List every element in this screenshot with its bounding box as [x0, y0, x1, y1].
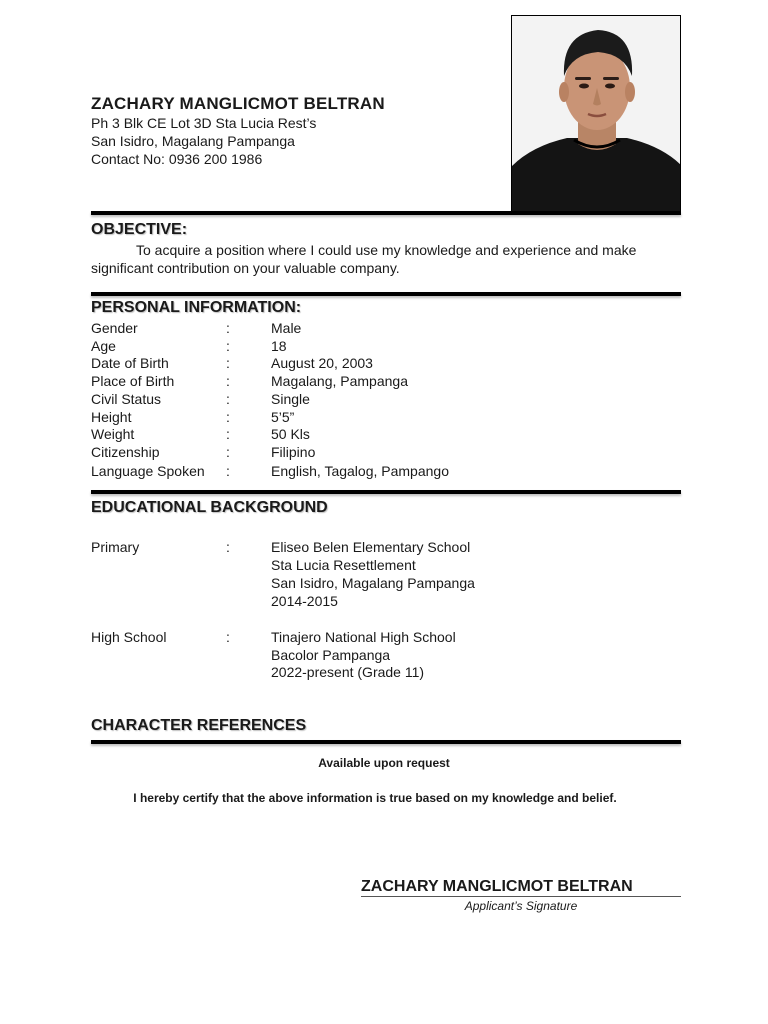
info-value: 18	[271, 338, 287, 354]
objective-divider	[91, 292, 681, 296]
info-colon: :	[226, 391, 230, 407]
primary-school-location-2: San Isidro, Magalang Pampanga	[271, 575, 475, 591]
primary-colon: :	[226, 539, 230, 555]
references-title: CHARACTER REFERENCES	[91, 717, 307, 734]
contact-number: Contact No: 0936 200 1986	[91, 151, 263, 167]
info-value: 50 Kls	[271, 426, 310, 442]
info-label: Date of Birth	[91, 355, 169, 371]
highschool-label: High School	[91, 629, 167, 645]
info-row-language	[91, 462, 681, 480]
signature-line	[361, 896, 681, 897]
certification-statement: I hereby certify that the above information is true based on my knowledge and belief.	[133, 791, 617, 805]
info-value: Single	[271, 391, 310, 407]
signature-caption: Applicant’s Signature	[464, 899, 578, 913]
applicant-name: ZACHARY MANGLICMOT BELTRAN	[91, 94, 385, 113]
portrait-image	[512, 16, 681, 212]
info-label: Language Spoken	[91, 463, 205, 479]
info-row-weight	[91, 425, 681, 443]
info-value: Male	[271, 320, 302, 336]
info-row-date-of-birth	[91, 354, 681, 372]
info-colon: :	[226, 409, 230, 425]
primary-label: Primary	[91, 539, 140, 555]
education-title: EDUCATIONAL BACKGROUND	[91, 499, 328, 516]
info-row-place-of-birth	[91, 372, 681, 390]
info-label: Height	[91, 409, 132, 425]
info-row-citizenship	[91, 443, 681, 461]
address-line-1: Ph 3 Blk CE Lot 3D Sta Lucia Rest’s	[91, 115, 317, 131]
signature-name: ZACHARY MANGLICMOT BELTRAN	[361, 878, 633, 895]
objective-text: To acquire a position where I could use my knowledge and experience and make significant contribution on your valuable company.	[91, 242, 637, 276]
primary-school-location-1: Sta Lucia Resettlement	[271, 557, 416, 573]
info-value: English, Tagalog, Pampango	[271, 463, 449, 479]
info-value: August 20, 2003	[271, 355, 373, 371]
info-colon: :	[226, 355, 230, 371]
primary-school-name: Eliseo Belen Elementary School	[271, 539, 471, 555]
info-label: Gender	[91, 320, 138, 336]
info-label: Weight	[91, 426, 135, 442]
info-value: Magalang, Pampanga	[271, 373, 408, 389]
personal-divider	[91, 490, 681, 494]
info-row-civil-status	[91, 390, 681, 408]
info-value: 5’5”	[271, 409, 295, 425]
references-available: Available upon request	[318, 756, 450, 770]
primary-school-years: 2014-2015	[271, 593, 338, 609]
info-colon: :	[226, 444, 230, 460]
info-row-height	[91, 408, 681, 426]
info-colon: :	[226, 426, 230, 442]
info-row-gender	[91, 319, 681, 337]
highschool-years: 2022-present (Grade 11)	[271, 664, 425, 680]
objective-title: OBJECTIVE:	[91, 221, 188, 238]
info-label: Civil Status	[91, 391, 162, 407]
info-label: Age	[91, 338, 116, 354]
address-line-2: San Isidro, Magalang Pampanga	[91, 133, 295, 149]
header-divider	[91, 211, 681, 215]
info-colon: :	[226, 320, 230, 336]
references-divider	[91, 740, 681, 744]
info-colon: :	[226, 373, 230, 389]
info-label: Place of Birth	[91, 373, 175, 389]
info-label: Citizenship	[91, 444, 160, 460]
info-colon: :	[226, 463, 230, 479]
info-colon: :	[226, 338, 230, 354]
info-row-age	[91, 337, 681, 355]
info-value: Filipino	[271, 444, 316, 460]
highschool-location: Bacolor Pampanga	[271, 647, 391, 663]
highschool-colon: :	[226, 629, 230, 645]
applicant-photo	[511, 15, 681, 212]
personal-info-title: PERSONAL INFORMATION:	[91, 299, 302, 316]
highschool-name: Tinajero National High School	[271, 629, 456, 645]
